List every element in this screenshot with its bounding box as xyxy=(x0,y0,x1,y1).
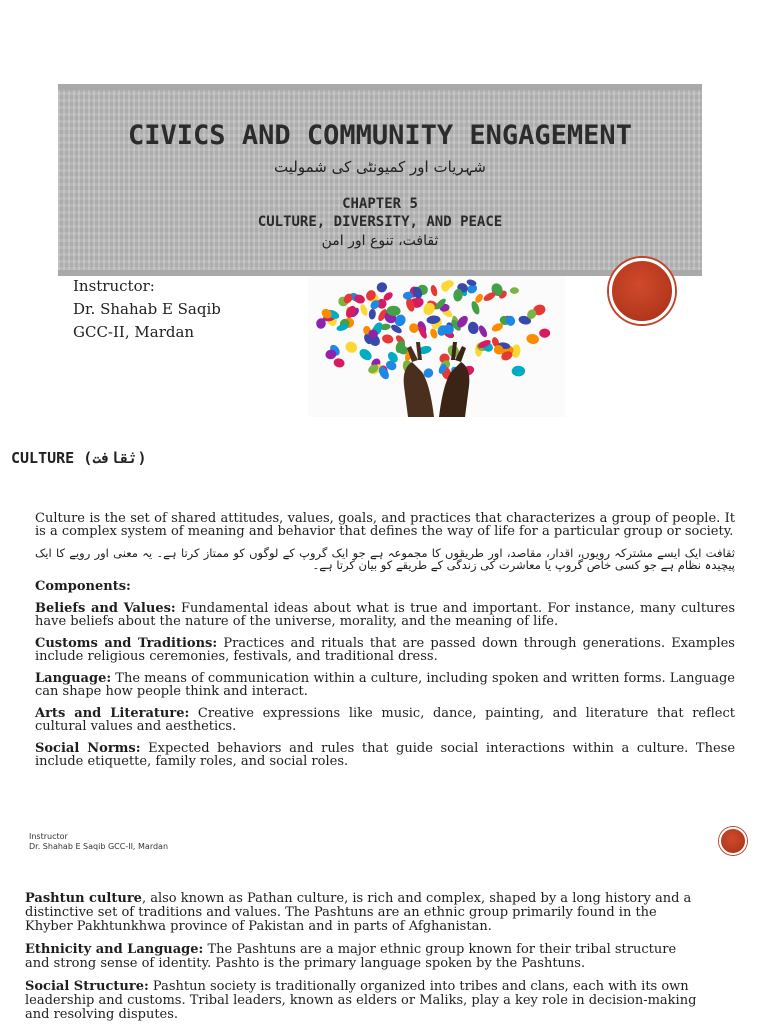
hand-print xyxy=(368,309,376,320)
hand-print xyxy=(467,321,480,336)
slide-footer xyxy=(29,832,168,852)
component-item: Language: The means of communication within a culture, including spoken and written forms. Language can shape how people think and interact. xyxy=(35,671,735,699)
culture-content xyxy=(35,512,735,777)
component-term: Beliefs and Values: xyxy=(35,601,176,616)
hand-print xyxy=(539,329,550,338)
hand-print xyxy=(512,366,526,377)
pashtun-culture-content xyxy=(25,892,697,1031)
paragraph: Ethnicity and Language: The Pashtuns are a major ethnic group known for their tribal structure and strong sense of identity. Pashto is the primary language spoken by the Pashtuns. xyxy=(25,942,677,971)
paragraph: Social Structure: Pashtun society is traditionally organized into tribes and clans, each with its own leadership and customs. Tribal leaders, known as elders or Maliks, play a key role in decision-making and resolving disputes. xyxy=(25,979,697,1022)
hand-print xyxy=(477,324,489,338)
culture-definition: Culture is the set of shared attitudes, values, goals, and practices that characterizes a group of people. It is a complex system of meaning and behavior that defines the way of life for a particular group or society. xyxy=(35,511,735,539)
hands-tree-image xyxy=(308,276,565,417)
component-term: Customs and Traditions: xyxy=(35,636,218,651)
component-term: Language: xyxy=(35,671,112,686)
section-heading-culture: CULTURE (ثقافت) xyxy=(11,449,147,467)
hand-print xyxy=(381,334,394,345)
footer-text: Dr. Shahab E Saqib GCC-II, Mardan xyxy=(29,842,169,851)
component-term: Social Norms: xyxy=(35,741,141,756)
instructor-label: Instructor: xyxy=(73,277,155,295)
hand-print xyxy=(375,280,389,294)
hands-tree-illustration xyxy=(308,276,565,417)
component-item: Beliefs and Values: Fundamental ideas about what is true and important. For instance, many cultures have beliefs about the nature of the universe, morality, and the meaning of life. xyxy=(35,601,735,629)
chapter-title: CULTURE, DIVERSITY, AND PEACE xyxy=(257,214,503,230)
component-item: Customs and Traditions: Practices and rituals that are passed down through generations. Examples include religious ceremonies, festivals, and traditional dress. xyxy=(35,636,735,664)
hand-print xyxy=(359,303,369,316)
hand-print xyxy=(510,287,519,294)
paragraph-term: Social Structure: xyxy=(25,979,149,994)
hand-print xyxy=(343,340,359,355)
component-item: Social Norms: Expected behaviors and rules that guide social interactions within a culture. These include etiquette, family roles, and social roles. xyxy=(35,741,736,769)
hand-print xyxy=(430,284,439,297)
instructor-affiliation: GCC-II, Mardan xyxy=(73,323,195,341)
instructor-block xyxy=(73,275,221,344)
decorative-red-circle xyxy=(609,258,675,324)
decorative-red-circle-small xyxy=(719,827,747,855)
title-banner xyxy=(58,84,702,276)
paragraph: Pashtun culture, also known as Pathan culture, is rich and complex, shaped by a long history and a distinctive set of traditions and values. The Pashtuns are an ethnic group primarily found in the Khyber Pakhtunkhwa province of Pakistan and in parts of Afghanistan. xyxy=(25,891,692,934)
culture-definition-urdu: ثقافت ایک ایسے مشترکہ رویوں، اقدار، مقاصد، اور طریقوں کا مجموعہ ہے جو ایک گروپ کے لوگوں کو ممتاز کرتا ہے۔ یہ معنی اور رویے کا ایک پیچیدہ نظام ہے جو کسی خاص گروپ یا معاشرت کی زندگی کے طریقے کو بیان کرتا ہے۔ xyxy=(35,546,735,572)
components-label: Components: xyxy=(35,579,131,594)
hand-print xyxy=(357,347,373,363)
hand-print xyxy=(429,328,439,340)
hand-print xyxy=(470,300,481,315)
hand-print xyxy=(333,357,346,368)
chapter-number: CHAPTER 5 xyxy=(342,196,418,212)
instructor-name: Dr. Shahab E Saqib xyxy=(73,300,221,318)
component-term: Arts and Literature: xyxy=(35,706,190,721)
chapter-title-urdu: ثقافت، تنوع اور امن xyxy=(321,233,439,249)
hand-print xyxy=(526,333,540,345)
paragraph-term: Pashtun culture xyxy=(25,891,142,906)
footer-label: Instructor xyxy=(29,832,68,841)
course-title: CIVICS AND COMMUNITY ENGAGEMENT xyxy=(128,120,632,151)
component-item: Arts and Literature: Creative expressions like music, dance, painting, and literature that reflect cultural values and aesthetics. xyxy=(35,706,735,734)
course-title-urdu: شہریات اور کمیونٹی کی شمولیت xyxy=(274,158,486,176)
paragraph-term: Ethnicity and Language: xyxy=(25,942,204,957)
